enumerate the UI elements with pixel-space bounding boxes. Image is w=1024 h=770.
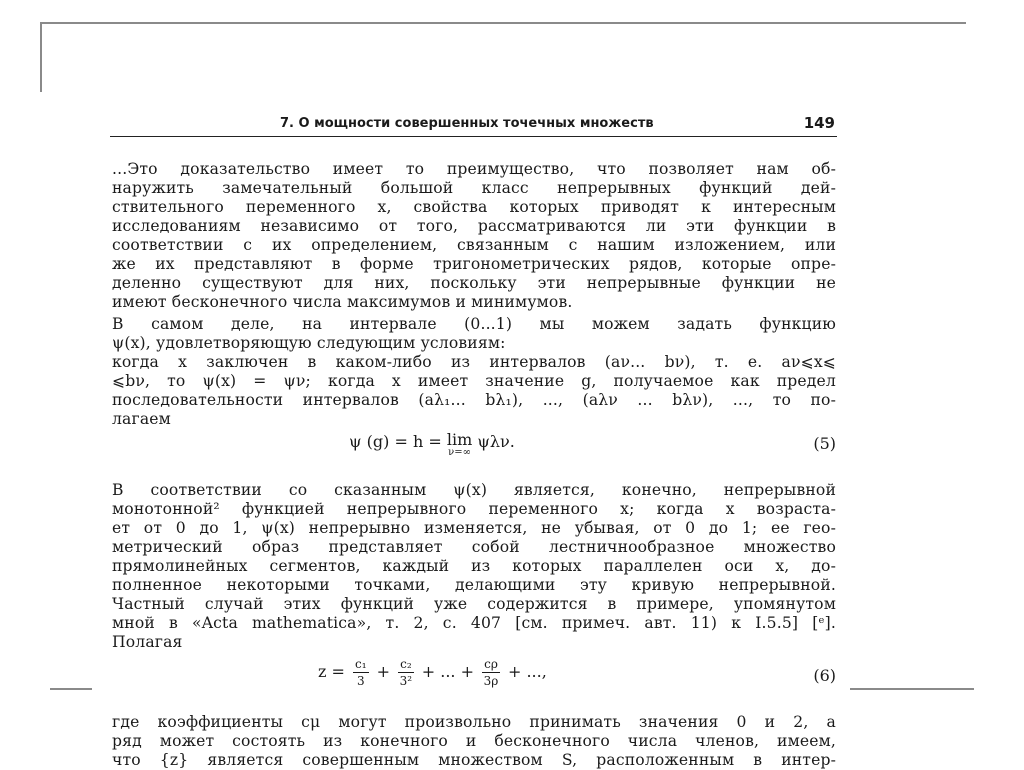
text-line: деленно существуют для них, поскольку эти непрерывные функции не bbox=[112, 274, 836, 292]
fraction-term-1 bbox=[353, 656, 369, 689]
text-line: полненное некоторыми точками, делающими эту кривую непрерывной. bbox=[112, 576, 836, 594]
text-line: последовательности интервалов (aλ₁... bλ₁), ..., (aλν ... bλν), ..., то по- bbox=[112, 391, 836, 409]
text-line: ет от 0 до 1, ψ(x) непрерывно изменяется, не убывая, от 0 до 1; ее гео- bbox=[112, 519, 836, 537]
text-line: ⩽bν, то ψ(x) = ψν; когда x имеет значение g, получаемое как предел bbox=[112, 372, 836, 390]
text-line: мной в «Acta mathematica», т. 2, с. 407 [см. примеч. авт. 11) к I.5.5] [ᵉ]. bbox=[112, 614, 836, 632]
fraction-numerator: cρ bbox=[484, 657, 498, 671]
text-line: Частный случай этих функций уже содержится в примере, упомянутом bbox=[112, 595, 836, 613]
text-line: Полагая bbox=[112, 633, 183, 651]
text-line: же их представляют в форме тригонометрических рядов, которые опре- bbox=[112, 255, 836, 273]
frame-bottom-left-rule bbox=[50, 688, 92, 690]
limit-label: lim bbox=[446, 430, 473, 449]
text-line: прямолинейных сегментов, каждый из которых параллелен оси x, до- bbox=[112, 557, 836, 575]
frame-top-border bbox=[40, 22, 966, 24]
text-line: ряд может состоять из конечного и бесконечного числа членов, имеем, bbox=[112, 732, 836, 750]
formula-6-lhs: z = bbox=[318, 662, 351, 681]
paragraph-definition bbox=[112, 315, 836, 429]
text-line: монотонной² функцией непрерывного переменного x; когда x возраста- bbox=[112, 500, 836, 518]
fraction-term-2 bbox=[398, 656, 414, 689]
paragraph-intro bbox=[112, 160, 836, 312]
limit-subscript: ν=∞ bbox=[448, 447, 471, 458]
formula-6-expression bbox=[318, 656, 547, 689]
frame-left-border bbox=[40, 22, 42, 92]
text-line: лагаем bbox=[112, 410, 171, 428]
fraction-denominator: 3ρ bbox=[483, 674, 499, 688]
text-line: В соответствии со сказанным ψ(x) является, конечно, непрерывной bbox=[112, 481, 836, 499]
fraction-numerator: c₂ bbox=[400, 657, 412, 671]
formula-5 bbox=[112, 432, 836, 472]
fraction-denominator: 3² bbox=[399, 674, 413, 688]
running-header bbox=[110, 112, 835, 134]
fraction-term-rho bbox=[482, 656, 500, 689]
paragraph-coefficients bbox=[112, 713, 836, 770]
text-line: метрический образ представляет собой лестничнообразное множество bbox=[112, 538, 836, 556]
formula-5-expression bbox=[349, 432, 515, 458]
fraction-numerator: c₁ bbox=[355, 657, 367, 671]
text-line: В самом деле, на интервале (0...1) мы можем задать функцию bbox=[112, 315, 836, 333]
text-line: ...Это доказательство имеет то преимущество, что позволяет нам об- bbox=[112, 160, 836, 178]
frame-bottom-right-rule bbox=[850, 688, 974, 690]
text-line: что {z} является совершенным множеством S, расположенным в интер- bbox=[112, 751, 836, 769]
text-line: где коэффициенты cμ могут произвольно принимать значения 0 и 2, а bbox=[112, 713, 836, 731]
equation-number: (5) bbox=[813, 434, 836, 453]
equation-number: (6) bbox=[813, 666, 836, 685]
formula-6 bbox=[112, 656, 836, 702]
page-number: 149 bbox=[803, 114, 835, 132]
limit-operator bbox=[447, 432, 472, 458]
formula-6-tail: + ..., bbox=[507, 662, 547, 681]
formula-6-middle: + ... + bbox=[421, 662, 480, 681]
text-line: ствительного переменного x, свойства которых приводят к интересным bbox=[112, 198, 836, 216]
header-rule bbox=[110, 136, 837, 137]
formula-5-right: ψλν. bbox=[477, 432, 515, 451]
text-line: соответствии с их определением, связанным с нашим изложением, или bbox=[112, 236, 836, 254]
text-line: исследованиям независимо от того, рассматриваются ли эти функции в bbox=[112, 217, 836, 235]
text-line: наружить замечательный большой класс непрерывных функций дей- bbox=[112, 179, 836, 197]
fraction-denominator: 3 bbox=[356, 674, 365, 688]
plus-sign: + bbox=[376, 662, 391, 681]
paragraph-properties bbox=[112, 481, 836, 652]
formula-5-left: ψ (g) = h = bbox=[349, 432, 447, 451]
text-line: когда x заключен в каком-либо из интервалов (aν... bν), т. е. aν⩽x⩽ bbox=[112, 353, 836, 371]
text-line: имеют бесконечного числа максимумов и минимумов. bbox=[112, 293, 573, 311]
chapter-title: 7. О мощности совершенных точечных множеств bbox=[280, 116, 654, 131]
text-line: ψ(x), удовлетворяющую следующим условиям: bbox=[112, 334, 506, 352]
